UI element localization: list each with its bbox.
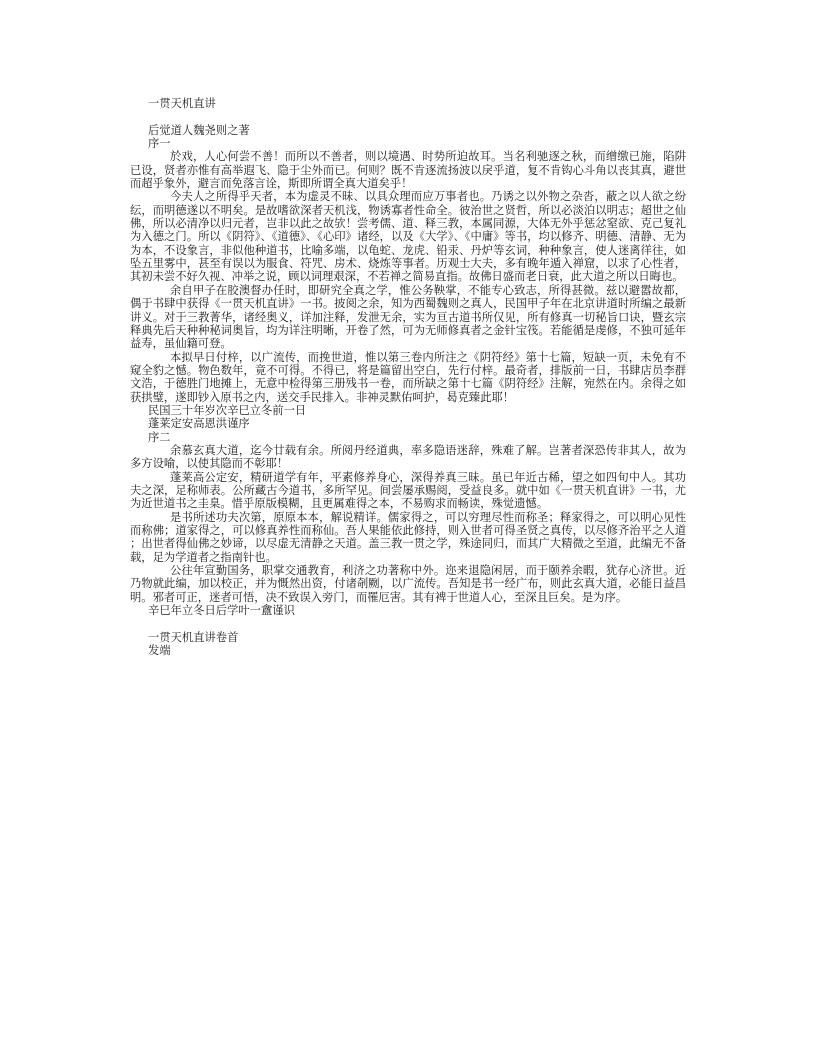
document-paragraph: 蓬莱高公定安，精研道学有年，平素修养身心，深得养真三昧。虽已年近古稀，望之如四旬中人。其功夫之深，足称师表。公所藏古今道书，多所罕见。间尝屡承赐阅，受益良多。就中如《一贯天机直讲》一书，尤为近世道书之圭臬。惜乎原版模糊，且更属难得之本，不易购求而畅读，殊觉遗憾。 xyxy=(130,470,686,511)
document-paragraph: 於戏，人心何尝不善！而所以不善者，则以境遇、时势所迫故耳。当名利驰逐之秋，而缯缴已施，陷阱已设，贤者亦惟有高举遐飞、隐于尘外而已。何则？既不肯逐流扬波以戾乎道，复不肯钩心斗角以丧其真，避世而超乎象外，避言而免落言诠，斯即所谓全真大道矣乎！ xyxy=(130,150,686,191)
document-paragraph: 是书所述功夫次第，原原本本，解说精详。儒家得之，可以穷理尽性而称圣；释家得之，可以明心见性而称佛；道家得之，可以修真养性而称仙。吾人果能依此修持，则入世者可得圣贤之真传，以尽修齐治平之人道；出世者得仙佛之妙谛，以尽虚无清静之天道。盖三教一贯之学，殊途同归，而其广大精微之至道，此编无不备载，足为学道者之指南针也。 xyxy=(130,510,686,564)
document-label-line: 辛巳年立冬日后学叶一盦谨识 xyxy=(148,604,295,618)
blank-line xyxy=(130,617,686,630)
document-label-line: 蓬莱定安高恩洪谨序 xyxy=(148,417,250,431)
document-label-line: 一贯天机直讲卷首 xyxy=(148,630,239,644)
document-paragraph: 余自甲子在胶澳督办任时，即研究全真之学，惟公务鞅掌，不能专心致志，所得甚微。兹以避嚣故都，偶于书肆中获得《一贯天机直讲》一书。披阅之余，知为西蜀魏则之真人，民国甲子年在北京讲道时所编之最新讲义。对于三教菁华，诸经奥义，详加注释，发泄无余，实为亘古道书所仅见，所有修真一切秘旨口诀，暨玄宗释典先后天种种秘词奥旨，均为详注明晰，开卷了然，可为无师修真者之金针宝筏。若能循是虔修，不独可延年益寿，虽仙籍可登。 xyxy=(130,283,686,351)
document-label-line: 发端 xyxy=(148,644,171,658)
document-label-line: 序二 xyxy=(148,430,171,444)
document-label-line: 序一 xyxy=(148,137,171,151)
document-paragraph: 余慕玄真大道，迄今廿载有余。所阅丹经道典，率多隐语迷辞，殊难了解。岂著者深恐传非其人，故为多方设喻，以使其隐而不彰耶！ xyxy=(130,443,686,471)
document-label-line: 民国三十年岁次辛巳立冬前一日 xyxy=(148,403,307,417)
document-paragraph: 今夫人之所得乎天者，本为虚灵不昧、以具众理而应万事者也。乃诱之以外物之杂沓，蔽之以人欲之纷纭，而明德遂以不明矣。是故嗜欲深者天机浅，物诱寡者性命全。彼治世之贤哲，所以必淡泊以明志；超世之仙佛，所以必清净以归元者，岂非以此之故欤！尝考儒、道、释三教，本属同源，大体无外乎惩忿窒欲、克己复礼为入德之门。所以《阴符》、《道德》、《心印》诸经，以及《大学》、《中庸》等书，均以修齐、明德、清静、无为为本，不设象言，非似他种道书，比喻多端，以龟蛇、龙虎、铅汞、丹炉等玄词，种种象言，使人迷离徉往，如坠五里雾中，甚至有误以为服食、符咒、房术、烧炼等事者。历观士大夫，多有晚年遁入禅窟，以求了心性者，其初未尝不好久视、冲举之说，顾以词理艰深，不若禅之简易直指。故佛日盛而老日衰，此大道之所以日晦也。 xyxy=(130,190,686,284)
blank-line xyxy=(130,110,686,123)
document-label-line: 后觉道人魏尧则之著 xyxy=(148,123,250,137)
document-paragraph: 本拟早日付梓，以广流传，而挽世道，惟以第三卷内所注之《阴符经》第十七篇，短缺一页，未免有不窥全豹之憾。物色数年，竟不可得。不得已，将是篇留出空白，先行付梓。最奇者，排版前一日，书肆店员李群文浩，于德胜门地摊上，无意中检得第三册残书一卷，而所缺之第十七篇《阴符经》注解，宛然在内。余得之如获拱璧，遂即钞入原书之内，送交手民排入。非神灵默佑呵护，曷克臻此耶！ xyxy=(130,350,686,404)
document-text-body xyxy=(130,97,686,657)
document-paragraph: 公往年宣勤国务，职掌交通教育，利济之功著称中外。迩来退隐闲居，而于颐养余暇，犹存心济世。近乃物就此编，加以校正，并为慨然出资，付诸剞劂，以广流传。吾知是书一经广布，则此玄真大道，必能日益昌明。邪者可正，迷者可悟，决不致误入旁门，而罹厄害。其有裨于世道人心，至深且巨矣。是为序。 xyxy=(130,564,686,604)
document-title: 一贯天机直讲 xyxy=(148,97,216,110)
